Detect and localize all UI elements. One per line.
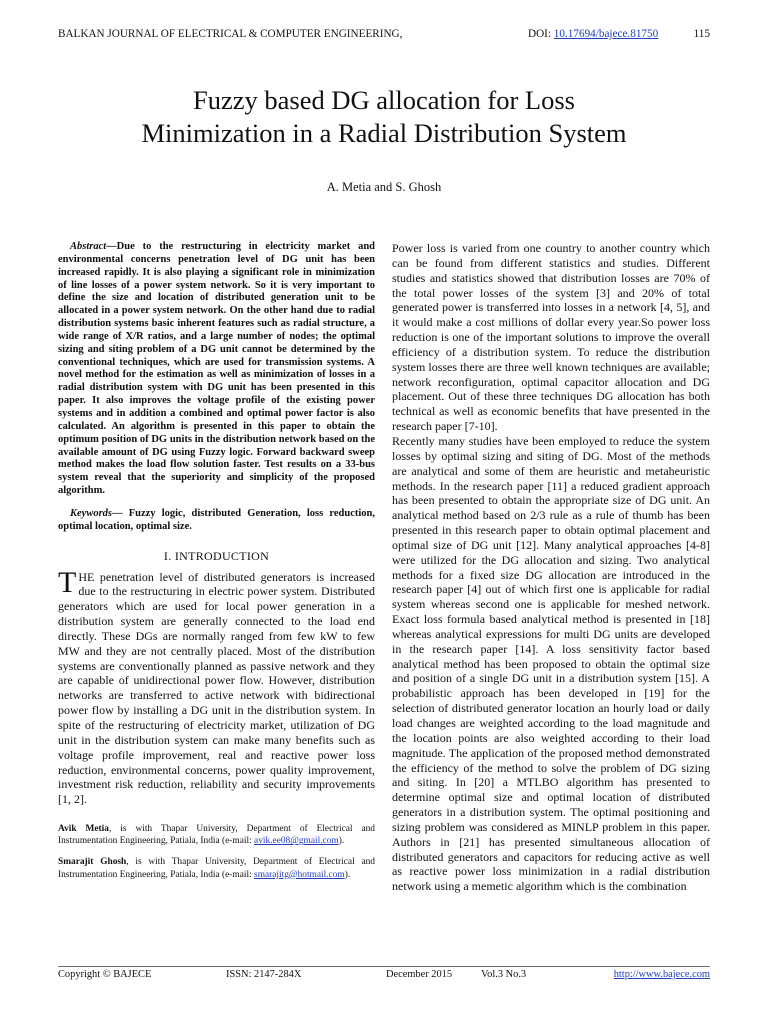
doi-label: DOI: xyxy=(528,28,554,40)
paper-title xyxy=(40,84,728,150)
footer-rule xyxy=(58,966,710,967)
footnote-author-2-email[interactable]: smarajitg@hotmail.com xyxy=(254,869,345,880)
right-column xyxy=(392,241,710,894)
footnote-author-2-end: ). xyxy=(344,869,351,880)
body-paragraph-2: Recently many studies have been employed to reduce the system losses by optimal sizing and siting of DG. Most of the methods are analytical and some of them are heuristic and metaheuristic methods. In the research paper [11] a reduced gradient approach has been presented to obtain the appropriate size of DG unit. An analytical method based on 2/3 rule as a rule of thumb has been presented in this research paper to obtain optimal placement and optimal size of DG unit [12]. Many analytical approaches [4-8] were utilized for the DG allocation and sizing. Two analytical methods for a fixed size DG allocation are introduced in the research paper [4] out of which first one is applicable for radial system whereas second one is applicable for meshed network. Exact loss formula based analytical method is presented in [18] whereas analytical expressions for multi DG units are developed in the research paper [14]. A loss sensitivity factor based analytical method has been proposed to obtain the optimal size and position of a single DG unit in a distribution system [15]. A probabilistic approach has been developed in [19] for the selection of distributed generator location an hourly load or daily load changes are weighted according to the load magnitude and the location points are also weighted according to their load magnitude. The application of the proposed method demonstrated the efficiency of the method to solve the problem of DG sizing and siting. In [20] a MTLBO algorithm has presented to determine optimal size and optimal location of distributed generators in a distribution system. The optimal positioning and sizing problem was considered as MINLP problem in this paper. Authors in [21] has presented simultaneous allocation of distributed generators and capacitors for reducing active as well as reactive power loss minimization in a radial distribution network using a memetic algorithm which is the combination xyxy=(392,433,710,894)
section-heading: I. INTRODUCTION xyxy=(163,548,270,563)
journal-name: BALKAN JOURNAL OF ELECTRICAL & COMPUTER ENGINEERING, xyxy=(58,28,403,40)
footer-url-link[interactable]: http://www.bajece.com xyxy=(613,969,710,980)
abstract xyxy=(58,241,375,498)
left-column xyxy=(58,241,375,881)
keywords xyxy=(58,508,375,534)
footnote-author-2 xyxy=(58,856,375,880)
footer-volume: Vol.3 No.3 xyxy=(481,969,527,980)
page-number: 115 xyxy=(693,28,710,40)
footnote-author-1 xyxy=(58,823,375,847)
doi-link[interactable]: 10.17694/bajece.81750 xyxy=(553,28,659,40)
footnote-author-1-end: ). xyxy=(338,836,345,847)
footer-copyright: Copyright © BAJECE xyxy=(58,969,152,980)
title-line-1: Fuzzy based DG allocation for Loss xyxy=(193,85,575,115)
intro-body: HE penetration level of distributed generators is increased due to the restructuring in electric power system. Distributed generators which are used for local power generation in a distribution system are generally connected to the load end directly. These DGs are normally ranged from few kW to few MW and they are not centrally placed. Most of the distribution systems are conventionally planned as passive network and they are capable of unidirectional power flow. However, distribution networks are transferred to active network with bidirectional power flow by installing a DG unit in the distribution system. In spite of the restructuring of electricity market, utilization of DG unit in the distribution system can make many benefits such as voltage profile improvement, real and reactive power loss reduction, environmental concerns, power quality improvement, investment risk reduction, reliability and security improvements [1, 2]. xyxy=(58,569,375,807)
footer-issn: ISSN: 2147-284X xyxy=(226,969,302,980)
keywords-lead: Keywords xyxy=(70,507,112,519)
doi xyxy=(528,28,658,40)
abstract-body: —Due to the restructuring in electricity market and environmental concerns penetration level of DG unit has been increased rapidly. It is also playing a significant role in minimization of line losses of a power system network. So it is very important to define the size and location of distributed generation unit to be allocated in a power system network. On the other hand due to radial distribution systems basic inherent features such as radial structure, a wide range of X/R ratios, and a large number of nodes; the optimal sizing and siting problem of a DG unit cannot be determined by the conventional techniques, which are used for transmission systems. A novel method for the estimation as well as minimization of losses in a radial distribution system with DG unit has been presented in this paper. It also improves the voltage profile of the existing power systems and in addition a combined and optimal power factor is also calculated. An algorithm is presented in this paper to obtain the optimum position of DG units in the distribution network based on the available amount of DG using Fuzzy logic. Forward backward sweep method makes the load flow solution faster. Test results on a 33-bus system reveal that the superiority and simplicity of the proposed algorithm. xyxy=(58,241,375,497)
intro-paragraph xyxy=(58,565,375,808)
footer-date: December 2015 xyxy=(386,969,453,980)
body-paragraph-1: Power loss is varied from one country to another country which can be found from different statistics and studies. Different studies and statistics showed that distribution losses are 70% of the total power losses of the system [3] and 20% of total generated power is transferred into losses in a network [4, 5], and it would make a cost millions of dollar every year.So power loss reduction is one of the important solutions to improve the overall efficiency of a distribution system. To reduce the distribution system losses there are three well known techniques are available; network reconfiguration, optimal capacitor allocation and DG placement. Out of these three techniques DG allocation has both technical as well as economic benefits that have presented in the research paper [7-10]. xyxy=(392,241,710,434)
title-line-2: Minimization in a Radial Distribution System xyxy=(141,118,627,148)
keywords-body: — Fuzzy logic, distributed Generation, loss reduction, optimal location, optimal size. xyxy=(58,507,375,532)
footnote-author-1-name: Avik Metia xyxy=(58,824,109,835)
running-header xyxy=(58,28,710,44)
footnote-author-2-text: , is with Thapar University, Department of Electrical and Instrumentation Engineering, Patiala, India (e-mail: xyxy=(58,857,375,880)
footnote-author-1-email[interactable]: avik.ee08@gmail.com xyxy=(254,836,339,847)
footnote-author-1-text: , is with Thapar University, Department of Electrical and Instrumentation Engineering, Patiala, India (e-mail: xyxy=(58,824,375,847)
authors: A. Metia and S. Ghosh xyxy=(326,180,442,194)
footnote-author-2-name: Smarajit Ghosh xyxy=(58,857,127,868)
drop-cap: T xyxy=(58,565,77,599)
footer-url xyxy=(614,969,710,980)
abstract-lead: Abstract xyxy=(70,241,107,252)
page-footer xyxy=(58,969,710,983)
